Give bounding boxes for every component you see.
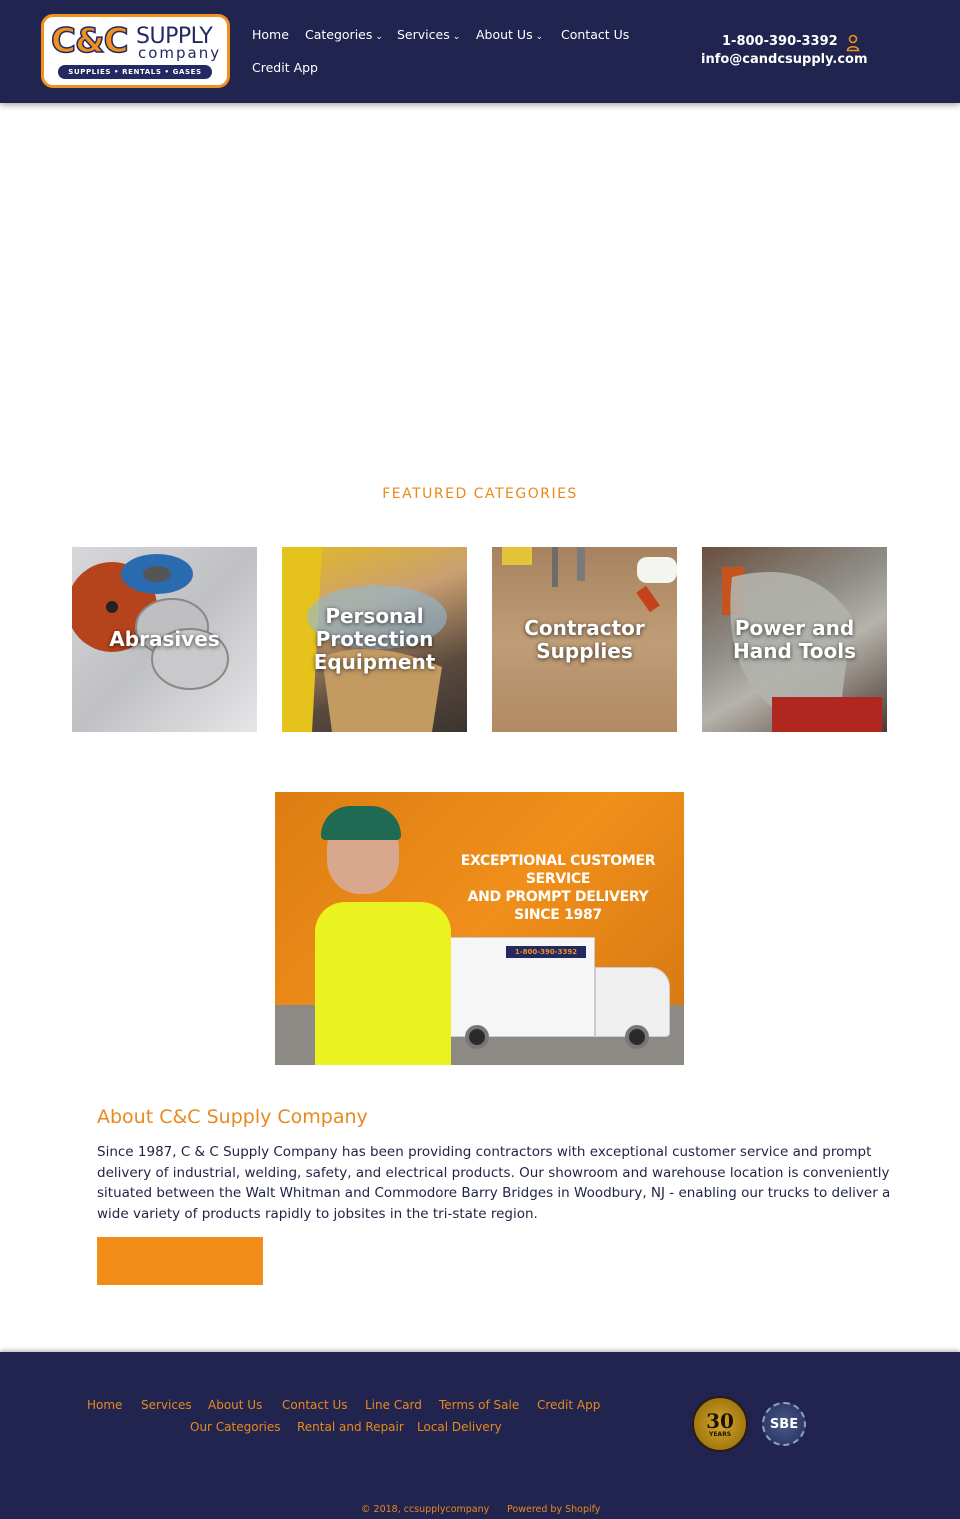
nav-services-label: Services [397,27,450,42]
about-read-more-button[interactable] [97,1237,263,1285]
category-card-power-hand-tools[interactable] [702,547,887,732]
van-cargo-box [445,937,595,1037]
category-label: Personal Protection Equipment [313,604,436,674]
site-header [0,0,960,103]
company-logo[interactable] [41,14,230,88]
category-card-contractor-supplies[interactable] [492,547,677,732]
nav-credit-app[interactable] [252,60,318,75]
sbe-badge [762,1402,806,1446]
category-card-ppe[interactable] [282,547,467,732]
user-icon[interactable] [846,34,860,52]
logo-word-company: company [138,44,222,62]
logo-word-supply: SUPPLY [136,24,213,49]
header-phone[interactable]: 1-800-390-3392 [722,34,838,49]
footer-link-home[interactable]: Home [87,1398,123,1412]
about-body: Since 1987, C & C Supply Company has been providing contractors with exceptional customer service and prompt delivery of industrial, welding, safety, and electrical products. Our showroom and warehouse location is conveniently situated between the Walt Whitman and Commodore Barry Bridges in Woodbury, NJ - enabling our trucks to deliver a wide variety of products rapidly to jobsites in the tri-state region. [97,1144,891,1222]
chevron-down-icon: ⌄ [375,32,383,42]
van-phone: 1-800-390-3392 [506,946,586,958]
footer-link-terms-of-sale[interactable]: Terms of Sale [439,1398,520,1412]
nav-about-us[interactable] [476,27,543,42]
featured-categories-title: FEATURED CATEGORIES [382,486,578,502]
logo-tagline: SUPPLIES • RENTALS • GASES [58,65,212,79]
promo-banner [275,792,684,1065]
footer-link-contact-us[interactable]: Contact Us [282,1398,348,1412]
category-label: Abrasives [109,627,220,651]
copyright-text[interactable]: © 2018, ccsupplycompany [361,1504,490,1515]
category-card-abrasives[interactable] [72,547,257,732]
nav-categories-label: Categories [305,27,373,42]
powered-by-link[interactable]: Powered by Shopify [507,1504,601,1515]
badge-years-text: YEARS [708,1430,732,1438]
footer-link-rental-and-repair[interactable]: Rental and Repair [297,1420,404,1434]
delivery-van [445,937,675,1047]
footer-link-line-card[interactable]: Line Card [365,1398,422,1412]
promo-headline [443,852,673,924]
nav-home[interactable] [252,27,289,42]
nav-home-label: Home [252,27,289,42]
category-label: Contractor Supplies [524,615,645,663]
footer-link-services[interactable]: Services [141,1398,192,1412]
nav-services[interactable] [397,27,460,42]
logo-mark: C&C [51,21,128,61]
30-years-badge [692,1396,748,1452]
header-email[interactable]: info@candcsupply.com [701,52,868,67]
badge-number: 30 [706,1408,734,1433]
van-wheel [465,1025,489,1049]
category-label: Power and Hand Tools [733,615,856,663]
van-wheel [625,1025,649,1049]
footer-link-about-us[interactable]: About Us [208,1398,263,1412]
worker-cap [321,806,401,840]
sbe-badge-text: SBE [769,1416,799,1432]
nav-credit-app-label: Credit App [252,60,318,75]
worker-shirt [315,902,451,1065]
chevron-down-icon: ⌄ [535,32,544,42]
about-title: About C&C Supply Company [97,1106,368,1128]
chevron-down-icon: ⌄ [452,32,461,42]
footer-link-credit-app[interactable]: Credit App [537,1398,601,1412]
promo-headline-line1: EXCEPTIONAL CUSTOMER SERVICE [460,853,656,887]
nav-contact-us-label: Contact Us [561,27,630,42]
footer-link-local-delivery[interactable]: Local Delivery [417,1420,502,1434]
site-footer [0,1352,960,1519]
footer-link-our-categories[interactable]: Our Categories [190,1420,281,1434]
nav-categories[interactable] [305,27,383,42]
nav-contact-us[interactable] [561,27,629,42]
nav-about-us-label: About Us [476,27,533,42]
promo-headline-line2: AND PROMPT DELIVERY SINCE 1987 [467,889,649,923]
